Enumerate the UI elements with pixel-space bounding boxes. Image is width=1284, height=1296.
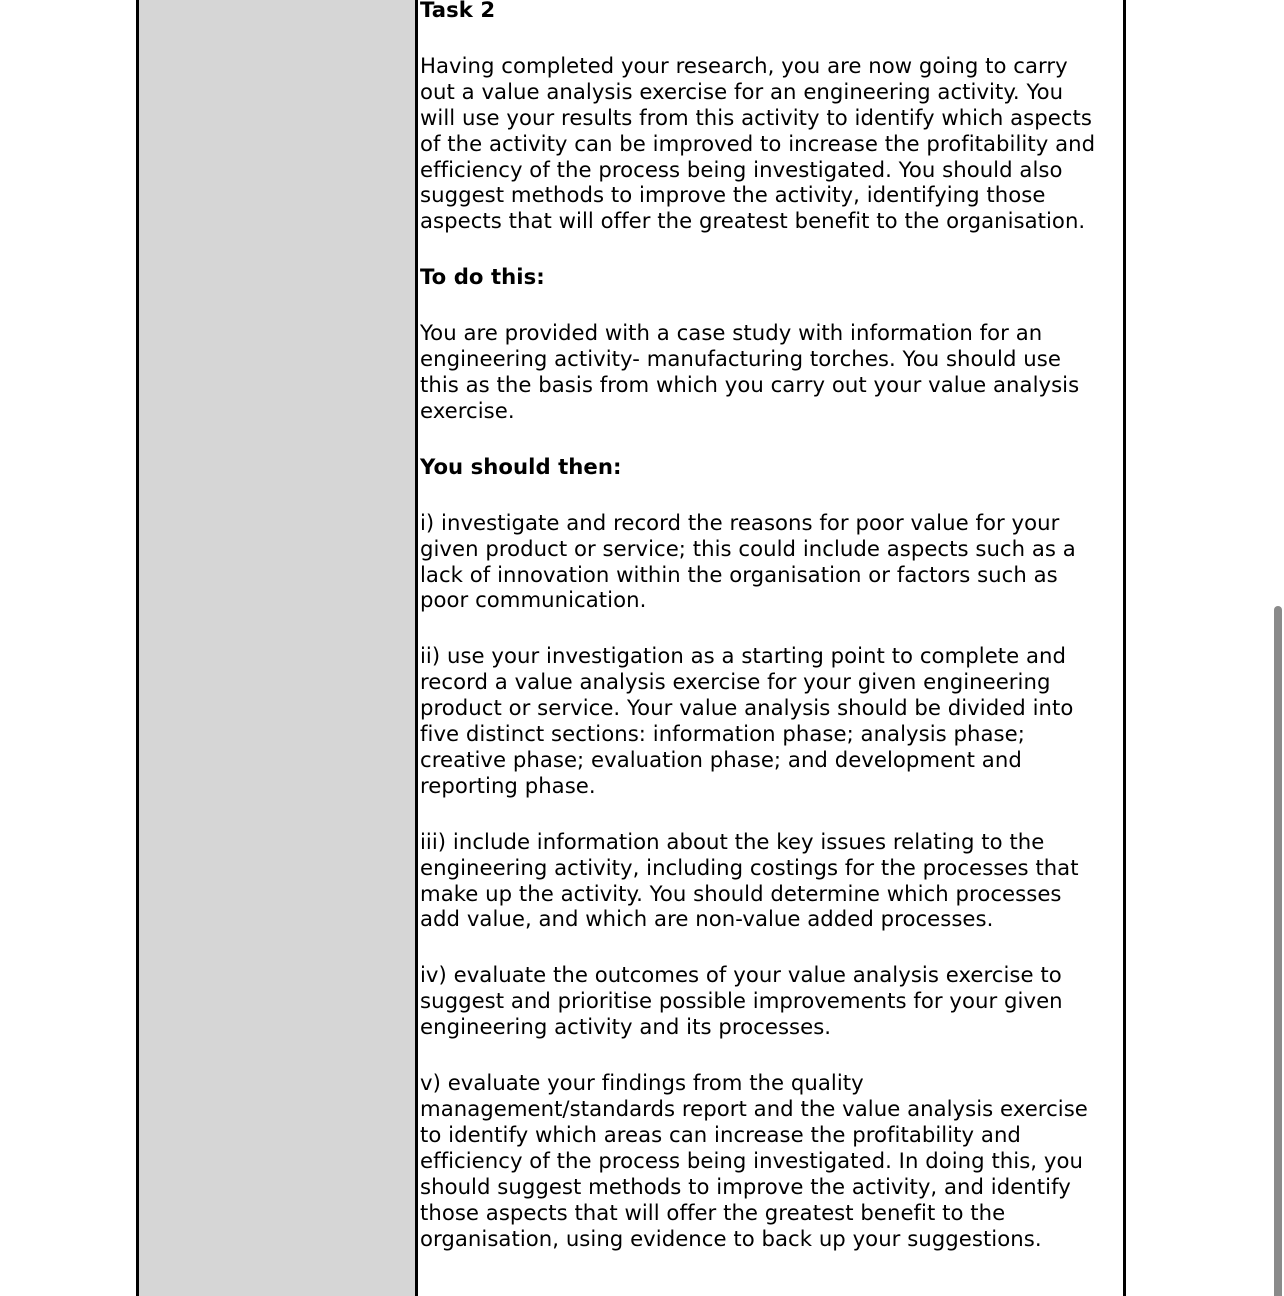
- task-intro-paragraph: Having completed your research, you are now going to carry out a value analysis exercise for an engineering activity. You will use your results from this activity to identify which aspects of the activity can be improved to increase the profitability and efficiency of the process being investigated. You should also suggest methods to improve the activity, identifying those aspects that will offer the greatest benefit to the organisation.: [420, 52, 1096, 234]
- step-item-4: iv) evaluate the outcomes of your value analysis exercise to suggest and prioritise possible improvements for your given engineering activity and its processes.: [420, 962, 1063, 1040]
- step-item-5: v) evaluate your findings from the quality management/standards report and the value analysis exercise to identify which areas can increase the profitability and efficiency of the process being investigated. In doing this, you should suggest methods to improve the activity, and identify those aspects that will offer the greatest benefit to the organisation, using evidence to back up your suggestions.: [420, 1070, 1088, 1251]
- case-study-paragraph: You are provided with a case study with information for an engineering activity- manufacturing torches. You should use this as the basis from which you carry out your value analysis exercise.: [420, 320, 1080, 423]
- todo-heading: To do this:: [420, 264, 545, 290]
- step-item-2: ii) use your investigation as a starting point to complete and record a value analysis exercise for your given engineering product or service. Your value analysis should be divided into five distinct sections: information phase; analysis phase; creative phase; evaluation phase; and development and reporting phase.: [420, 643, 1074, 798]
- scrollbar-thumb[interactable]: [1274, 606, 1282, 1296]
- document-table: [136, 0, 1126, 1296]
- step-item-3: iii) include information about the key issues relating to the engineering activity, including costings for the processes that make up the activity. You should determine which processes add value, and which are non-value added processes.: [420, 828, 1079, 932]
- step-item-1: i) investigate and record the reasons for poor value for your given product or service; this could include aspects such as a lack of innovation within the organisation or factors such as poor communication.: [420, 509, 1076, 613]
- task-content-cell: [418, 0, 1123, 1296]
- scrollbar-track[interactable]: [1270, 0, 1284, 1296]
- then-heading: You should then:: [420, 453, 622, 479]
- task-title: Task 2: [420, 0, 496, 22]
- sidebar-cell: [139, 0, 418, 1296]
